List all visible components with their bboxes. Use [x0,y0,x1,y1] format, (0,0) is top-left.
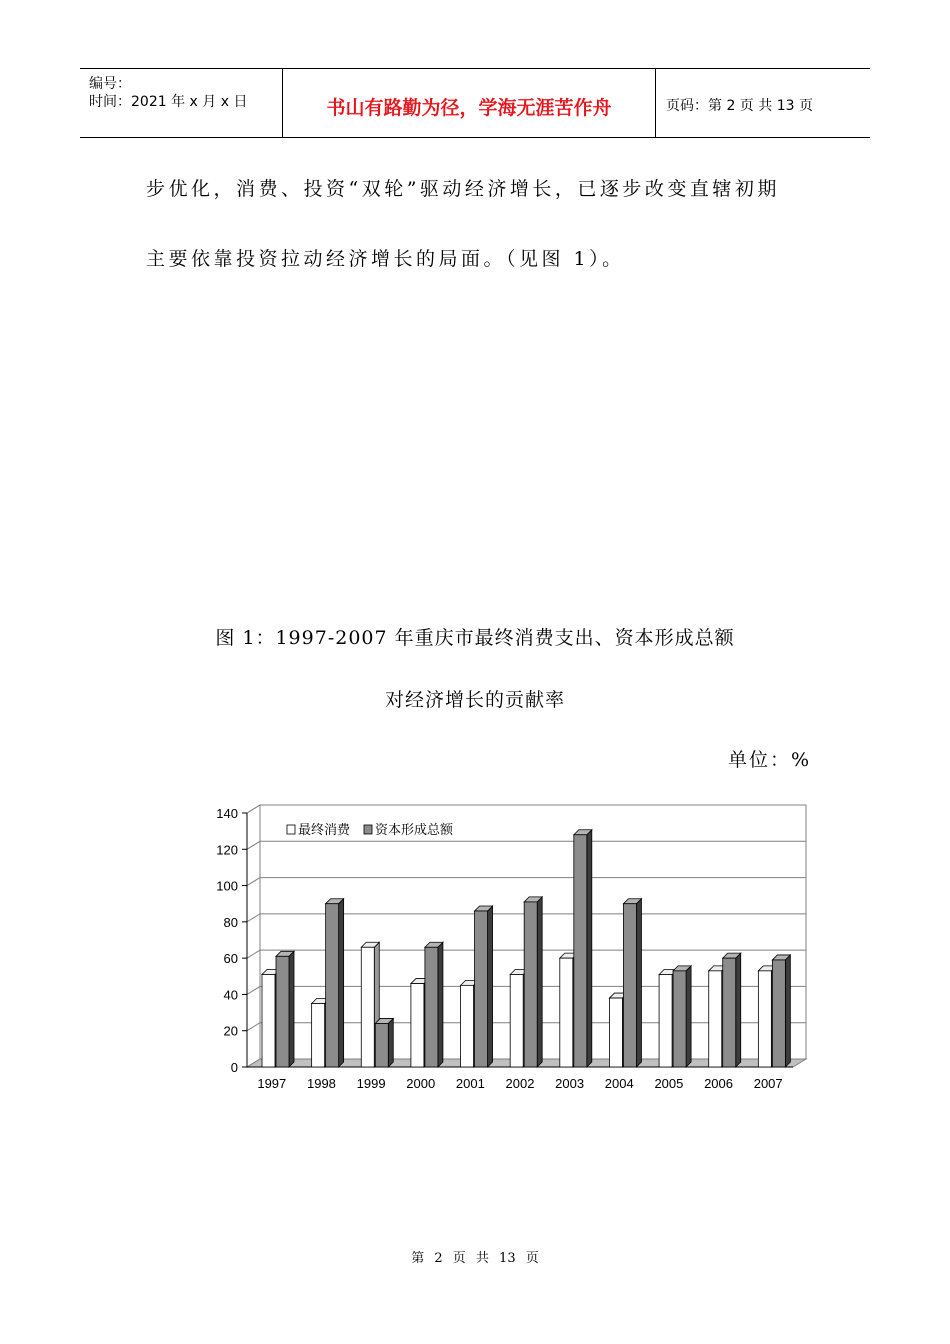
chart-side-wall [247,805,260,1067]
header-page-info: 页码：第 2 页 共 13 页 [666,98,813,114]
y-tick-label: 40 [223,987,238,1003]
bar-side-1 [686,966,691,1067]
bar-0 [461,985,474,1067]
contribution-bar-chart [200,795,830,1100]
bar-side-1 [736,953,741,1067]
x-tick-label: 2006 [704,1076,734,1091]
bar-0 [510,974,523,1067]
y-tick-label: 140 [216,806,238,821]
legend-swatch [364,825,372,834]
bar-0 [609,998,622,1067]
y-tick-label: 0 [230,1060,238,1075]
y-tick-label: 60 [223,951,238,967]
legend-label: 最终消费 [298,823,351,838]
bar-1 [772,960,785,1067]
figure-title-line-2: 对经济增长的贡献率 [384,689,565,711]
header-meta-cell [80,69,282,137]
legend-swatch [287,825,295,834]
body-paragraph-line-2: 主要依靠投资拉动经济增长的局面。（见图 1）。 [146,248,625,270]
bar-side-1 [289,951,294,1067]
legend-label: 资本形成总额 [375,823,454,838]
x-tick-label: 2007 [753,1076,783,1091]
bar-1 [524,902,537,1067]
x-tick-label: 1997 [257,1076,287,1091]
bar-1 [276,956,289,1067]
bar-0 [709,971,722,1067]
header-motto: 书山有路勤为径，学海无涯苦作舟 [326,97,612,119]
figure-unit-label: 单位：% [728,749,812,771]
figure-title-line-1: 图 1：1997-2007 年重庆市最终消费支出、资本形成总额 [215,627,735,649]
bar-side-1 [488,906,493,1067]
x-tick-label: 1998 [306,1076,336,1091]
bar-0 [659,974,672,1067]
bar-0 [262,974,275,1067]
bar-1 [375,1023,388,1067]
bar-1 [723,958,736,1067]
bar-1 [574,835,587,1067]
bar-side-1 [388,1018,393,1067]
bar-1 [475,911,488,1067]
bar-0 [361,947,374,1067]
bar-0 [411,984,424,1067]
y-tick-label: 120 [216,842,238,858]
bar-side-1 [537,897,542,1067]
bar-0 [758,971,771,1067]
page-footer: 第 2 页 共 13 页 [411,1251,539,1266]
bar-side-1 [785,955,790,1067]
bar-side-1 [587,830,592,1067]
x-tick-label: 2005 [654,1076,684,1091]
x-tick-label: 2000 [406,1076,436,1091]
x-tick-label: 2002 [505,1076,535,1091]
bar-1 [623,904,636,1067]
y-tick-label: 80 [223,914,238,930]
bar-side-1 [636,899,641,1067]
header-page-cell [656,69,870,137]
bar-1 [425,947,438,1067]
x-tick-label: 2004 [604,1076,634,1091]
document-date-label: 时间：2021 年 x 月 x 日 [89,94,248,110]
bar-side-1 [339,899,344,1067]
x-tick-label: 2003 [555,1076,585,1091]
x-tick-label: 2001 [455,1076,485,1091]
y-tick-label: 100 [216,878,238,894]
document-number-label: 编号： [89,76,131,92]
bar-0 [560,958,573,1067]
page-header [80,68,870,138]
bar-0 [312,1004,325,1068]
y-tick-label: 20 [223,1023,238,1039]
x-tick-label: 1999 [356,1076,386,1091]
bar-1 [326,904,339,1067]
header-motto-cell [282,69,656,137]
bar-1 [673,971,686,1067]
body-paragraph-line-1: 步优化，消费、投资“双轮”驱动经济增长，已逐步改变直辖初期 [146,178,780,200]
bar-side-1 [438,942,443,1067]
